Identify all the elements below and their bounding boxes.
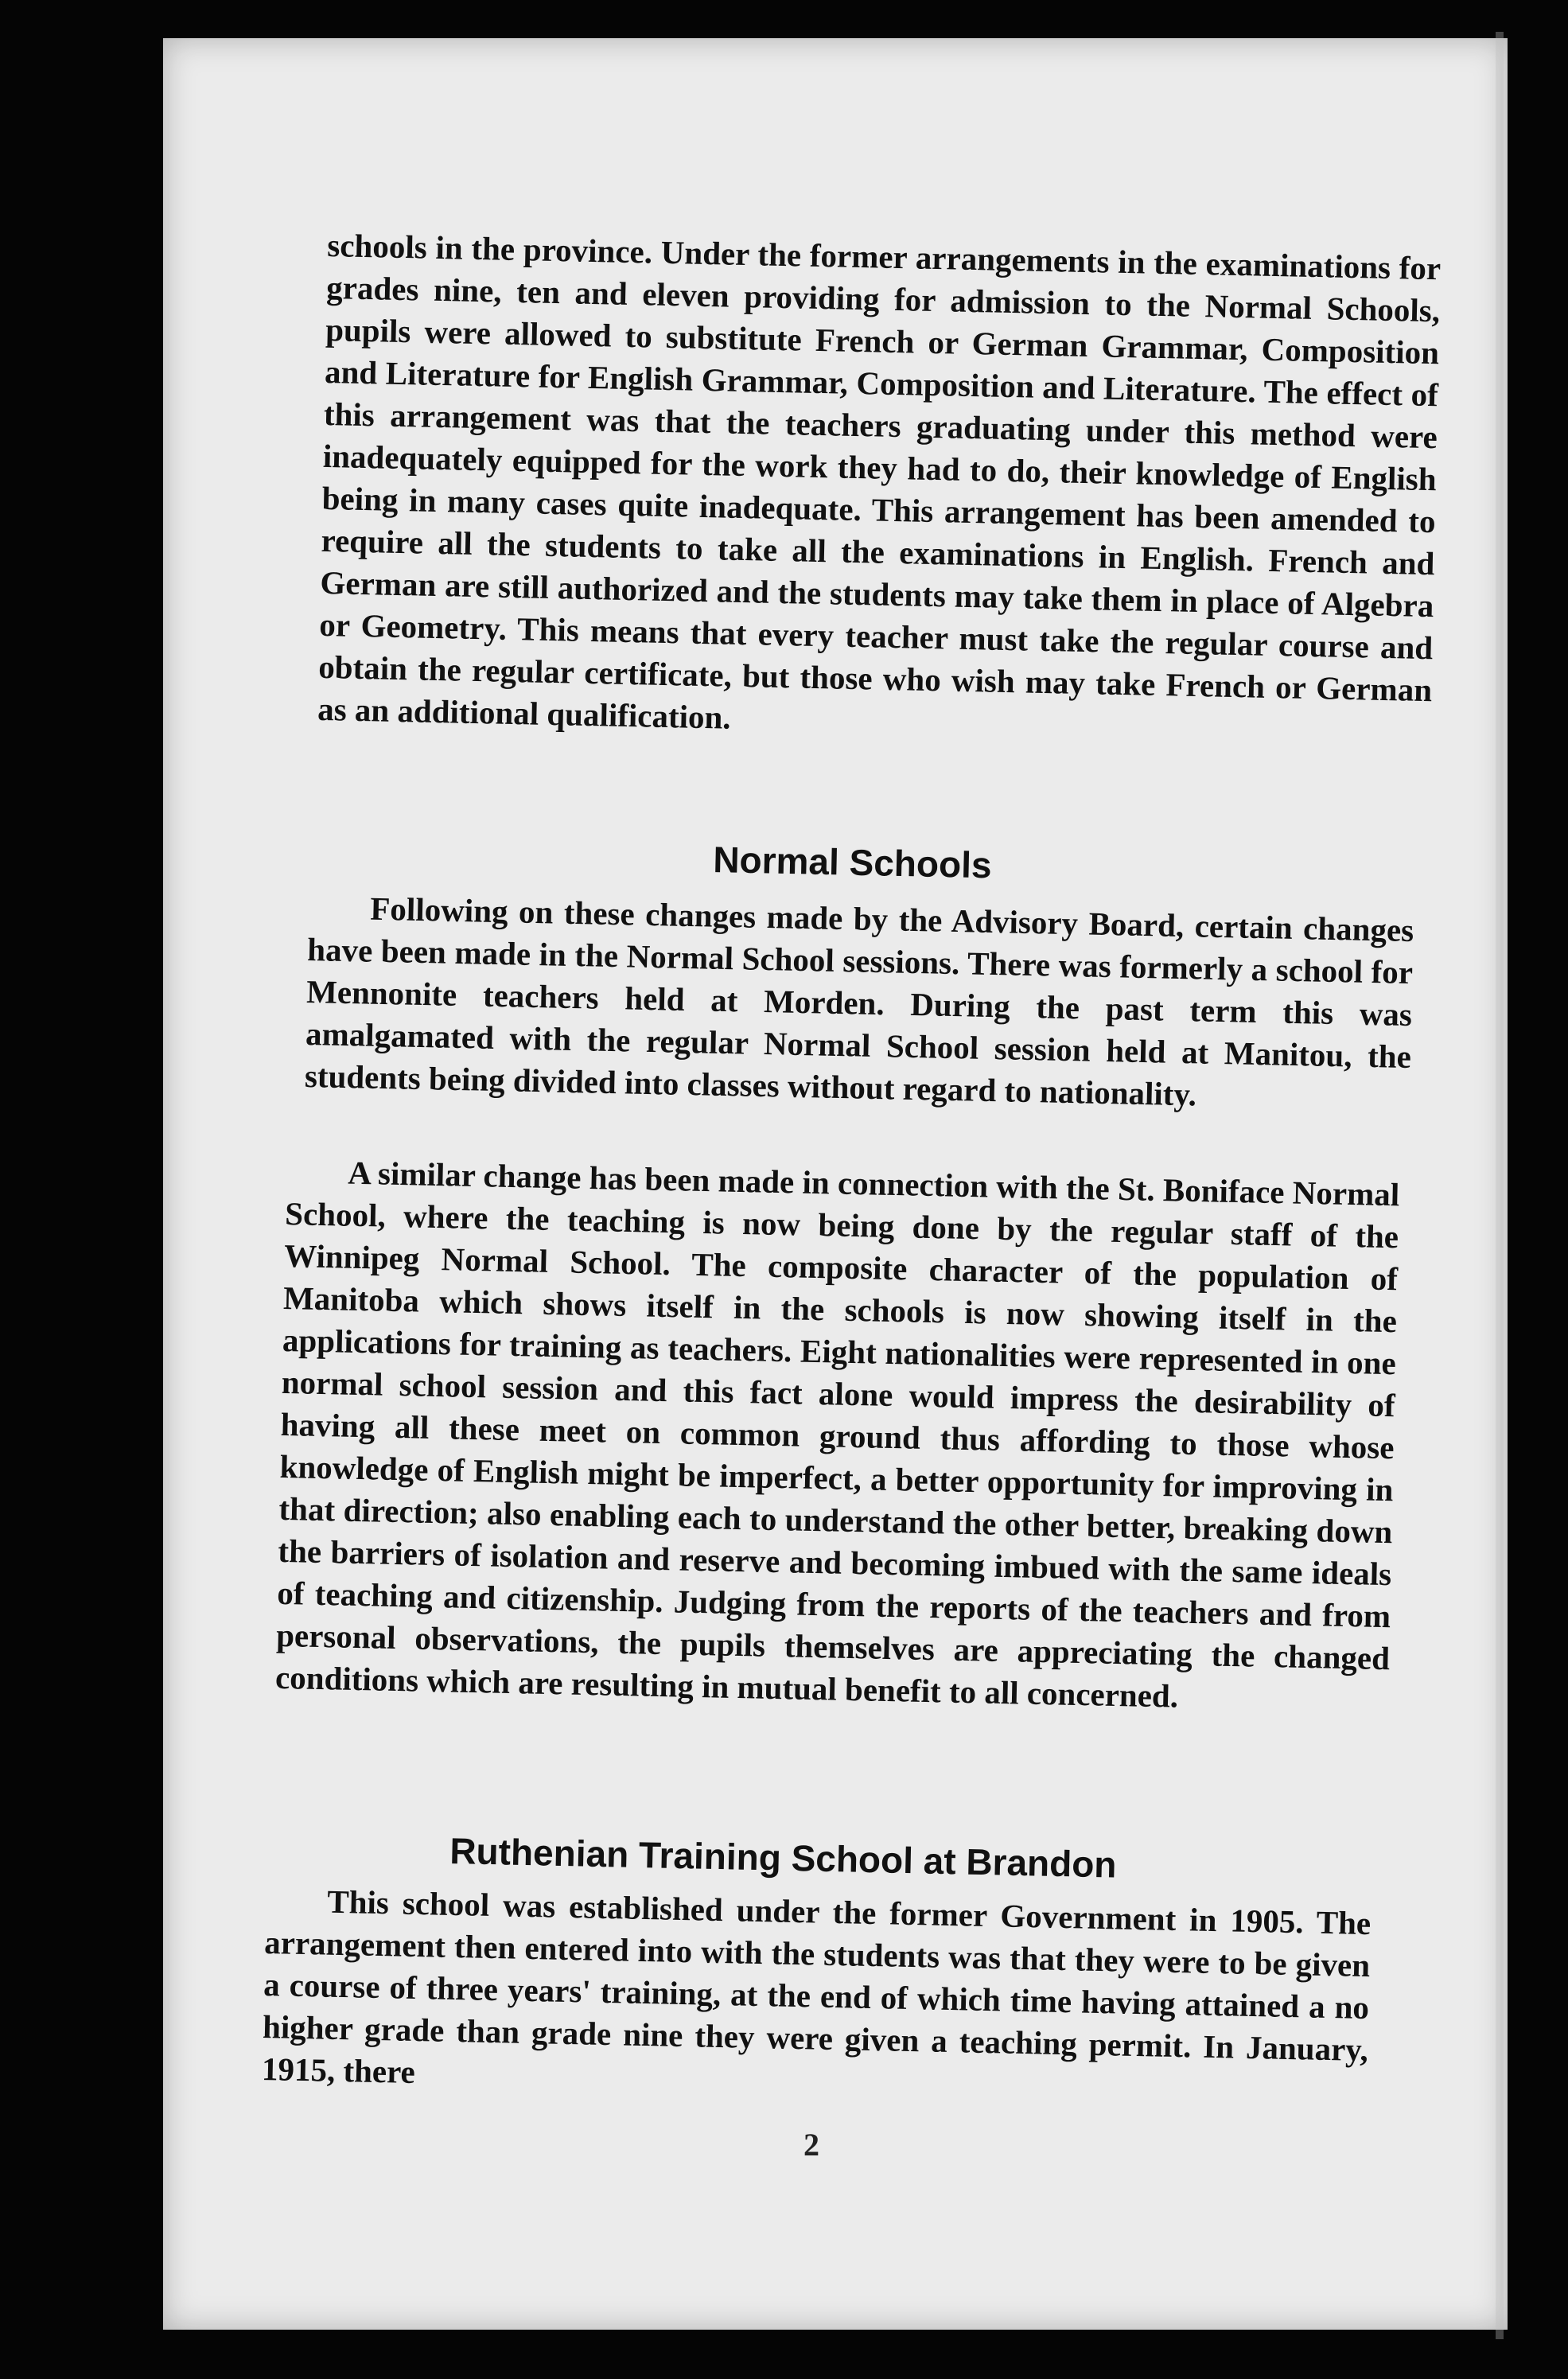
page-number: 2 [803,2127,819,2163]
ruthenian-paragraph-1: This school was established under the former Government in 1905. The arrangement then entered into with the students was that they were to be given a course of three years' training, at the end of which time having attained a no higher grade than grade nine they were given a teaching permit. In January, 1915, there [261,1883,1372,2090]
section-heading-ruthenian-training-school: Ruthenian Training School at Brandon [449,1829,1118,1886]
normal-schools-paragraph-1: Following on these changes made by the Advisory Board, certain changes have been made in the Normal School sessions. There was formerly a school for Mennonite teachers held at Morden. During the past term this was amalgamated with the regular Normal School session held at Manitou, the students being divided into classes without regard to nationality. [304,890,1414,1113]
ruthenian-paragraph-block [261,1879,1371,2113]
intro-paragraph-block [317,224,1442,753]
normal-schools-paragraph-1-block [304,886,1414,1120]
intro-paragraph: schools in the province. Under the former arrangements in the examinations for grades nine, ten and eleven providing for admission to the Normal Schools, pupils were allowed to substitute French or German Grammar, Composition and Literature for English Grammar, Composition and Literature. The effect of this arrangement was that the teachers graduating under this method were inadequately equipped for the work they had to do, their knowledge of English being in many cases quite inadequate. This arrangement has been amended to require all the students to take all the examinations in English. French and German are still authorized and the students may take them in place of Algebra or Geometry. This means that every teacher must take the regular course and obtain the regular certificate, but those who wish may take French or German as an additional qualification. [317,226,1442,736]
page-edge-shadow [1496,32,1504,2339]
normal-schools-paragraph-2-block [275,1151,1400,1722]
normal-schools-paragraph-2: A similar change has been made in connection with the St. Boniface Normal School, where the teaching is now being done by the regular staff of the Winnipeg Normal School. The composite character of the population of Manitoba which shows itself in the schools is now showing itself in the applications for training as teachers. Eight nationalities were represented in one normal school session and this fact alone would impress the desirability of having all these meet on common ground thus affording to those whose knowledge of English might be imperfect, a better opportunity for improving in that direction; also enabling each to understand the other better, breaking down the barriers of isolation and reserve and becoming imbued with the same ideals of teaching and citizenship. Judging from the reports of the teachers and from personal observations, the pupils themselves are appreciating the changed conditions which are resulting in mutual benefit to all concerned. [274,1154,1400,1715]
section-heading-normal-schools: Normal Schools [712,838,993,886]
